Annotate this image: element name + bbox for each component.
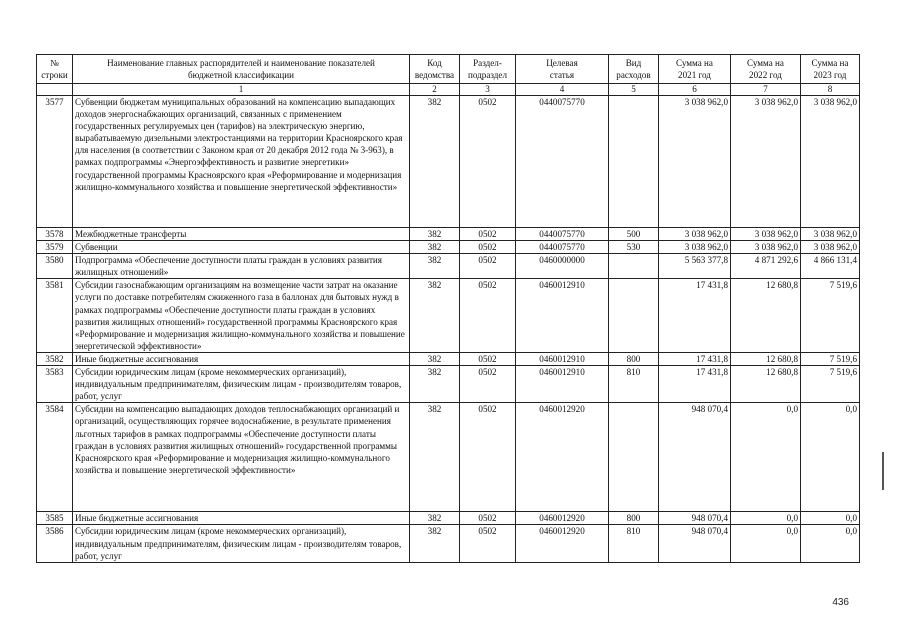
row-dept-code: 382 — [410, 403, 460, 512]
table-row — [37, 403, 860, 512]
row-sum-2022: 12 680,8 — [731, 352, 801, 365]
row-target-article: 0460012910 — [516, 352, 609, 365]
row-sum-2023: 3 038 962,0 — [801, 241, 860, 254]
column-numbers-row — [37, 84, 860, 96]
row-sum-2023: 0,0 — [801, 403, 860, 512]
column-number: 7 — [731, 84, 801, 96]
budget-table — [36, 54, 860, 563]
row-section: 0502 — [460, 279, 516, 353]
row-expense-type: 810 — [609, 366, 659, 403]
row-section: 0502 — [460, 366, 516, 403]
row-target-article: 0460000000 — [516, 254, 609, 279]
row-name: Иные бюджетные ассигнования — [73, 512, 410, 525]
row-sum-2021: 5 563 377,8 — [659, 254, 731, 279]
row-expense-type — [609, 403, 659, 512]
table-header — [37, 55, 860, 96]
table-body — [37, 96, 860, 563]
row-dept-code: 382 — [410, 254, 460, 279]
row-dept-code: 382 — [410, 279, 460, 353]
column-number: 5 — [609, 84, 659, 96]
row-name: Субсидии газоснабжающим организациям на возмещение части затрат на оказание услуги по доставке потребителям сжиженного газа в баллонах для бытовых нужд в рамках подпрограммы «Обеспечение доступности платы граждан в условиях развития жилищных отношений» государственной программы Красноярского края «Реформирование и модернизация жилищно-коммунального хозяйства и повышение энергетической эффективности» — [73, 279, 410, 353]
row-number: 3577 — [37, 96, 73, 228]
table-row — [37, 525, 860, 562]
row-sum-2023: 7 519,6 — [801, 352, 860, 365]
row-target-article: 0440075770 — [516, 228, 609, 241]
row-section: 0502 — [460, 525, 516, 562]
header-row — [37, 55, 860, 84]
row-target-article: 0460012910 — [516, 279, 609, 353]
row-expense-type: 800 — [609, 512, 659, 525]
table-row — [37, 512, 860, 525]
row-target-article: 0440075770 — [516, 241, 609, 254]
row-sum-2023: 3 038 962,0 — [801, 96, 860, 228]
row-sum-2023: 0,0 — [801, 525, 860, 562]
row-section: 0502 — [460, 512, 516, 525]
row-expense-type: 500 — [609, 228, 659, 241]
row-sum-2022: 3 038 962,0 — [731, 241, 801, 254]
row-sum-2023: 3 038 962,0 — [801, 228, 860, 241]
row-target-article: 0460012910 — [516, 366, 609, 403]
header-sum-2021: Сумма на 2021 год — [659, 55, 731, 84]
row-target-article: 0460012920 — [516, 512, 609, 525]
header-section: Раздел- подраздел — [460, 55, 516, 84]
row-name: Субсидии на компенсацию выпадающих доходов теплоснабжающих организаций и организаций, осуществляющих горячее водоснабжение, в результате применения льготных тарифов в рамках подпрограммы «Обеспечение доступности платы граждан в условиях развития жилищных отношений» государственной программы Красноярского края «Реформирование и модернизация жилищно-коммунального хозяйства и повышение энергетической эффективности» — [73, 403, 410, 512]
row-name: Межбюджетные трансферты — [73, 228, 410, 241]
row-section: 0502 — [460, 403, 516, 512]
row-sum-2023: 7 519,6 — [801, 366, 860, 403]
row-dept-code: 382 — [410, 241, 460, 254]
page-number: 436 — [832, 597, 849, 608]
row-sum-2021: 948 070,4 — [659, 512, 731, 525]
row-expense-type — [609, 96, 659, 228]
row-sum-2023: 4 866 131,4 — [801, 254, 860, 279]
row-sum-2021: 948 070,4 — [659, 403, 731, 512]
table-row — [37, 96, 860, 228]
row-target-article: 0460012920 — [516, 525, 609, 562]
row-section: 0502 — [460, 352, 516, 365]
row-number: 3580 — [37, 254, 73, 279]
table-row — [37, 254, 860, 279]
header-expense-type: Вид расходов — [609, 55, 659, 84]
row-sum-2021: 17 431,8 — [659, 279, 731, 353]
header-dept-code: Код ведомства — [410, 55, 460, 84]
row-sum-2021: 3 038 962,0 — [659, 241, 731, 254]
row-sum-2021: 3 038 962,0 — [659, 228, 731, 241]
row-number: 3581 — [37, 279, 73, 353]
row-number: 3585 — [37, 512, 73, 525]
row-number: 3578 — [37, 228, 73, 241]
row-section: 0502 — [460, 96, 516, 228]
header-sum-2022: Сумма на 2022 год — [731, 55, 801, 84]
row-sum-2021: 17 431,8 — [659, 366, 731, 403]
row-sum-2022: 0,0 — [731, 525, 801, 562]
row-sum-2023: 7 519,6 — [801, 279, 860, 353]
column-number — [37, 84, 73, 96]
row-target-article: 0460012920 — [516, 403, 609, 512]
column-number: 4 — [516, 84, 609, 96]
row-section: 0502 — [460, 254, 516, 279]
row-dept-code: 382 — [410, 352, 460, 365]
row-name: Субвенции — [73, 241, 410, 254]
row-name: Иные бюджетные ассигнования — [73, 352, 410, 365]
row-name: Субвенции бюджетам муниципальных образований на компенсацию выпадающих доходов энергоснабжающих организаций, связанных с применением государственных регулируемых цен (тарифов) на электрическую энергию, вырабатываемую дизельными электростанциями на территории Красноярского края для населения (в соответствии с Законом края от 20 декабря 2012 года № 3-963), в рамках подпрограммы «Энергоэффективность и развитие энергетики» государственной программы Красноярского края «Реформирование и модернизация жилищно-коммунального хозяйства и повышение энергетической эффективности» — [73, 96, 410, 228]
row-expense-type: 530 — [609, 241, 659, 254]
row-sum-2022: 12 680,8 — [731, 279, 801, 353]
row-number: 3582 — [37, 352, 73, 365]
table-row — [37, 228, 860, 241]
row-sum-2021: 3 038 962,0 — [659, 96, 731, 228]
row-sum-2021: 948 070,4 — [659, 525, 731, 562]
row-dept-code: 382 — [410, 512, 460, 525]
row-dept-code: 382 — [410, 228, 460, 241]
row-expense-type — [609, 254, 659, 279]
row-sum-2022: 3 038 962,0 — [731, 96, 801, 228]
table-row — [37, 279, 860, 353]
row-number: 3584 — [37, 403, 73, 512]
row-sum-2021: 17 431,8 — [659, 352, 731, 365]
row-expense-type: 810 — [609, 525, 659, 562]
row-section: 0502 — [460, 241, 516, 254]
row-sum-2022: 0,0 — [731, 512, 801, 525]
header-target-article: Целевая статья — [516, 55, 609, 84]
table-row — [37, 352, 860, 365]
header-name: Наименование главных распорядителей и наименование показателей бюджетной классификации — [73, 55, 410, 84]
row-dept-code: 382 — [410, 96, 460, 228]
row-number: 3579 — [37, 241, 73, 254]
column-number: 1 — [73, 84, 410, 96]
row-dept-code: 382 — [410, 525, 460, 562]
row-sum-2023: 0,0 — [801, 512, 860, 525]
row-name: Субсидии юридическим лицам (кроме некоммерческих организаций), индивидуальным предпринимателям, физическим лицам - производителям товаров, работ, услуг — [73, 366, 410, 403]
row-sum-2022: 4 871 292,6 — [731, 254, 801, 279]
row-name: Субсидии юридическим лицам (кроме некоммерческих организаций), индивидуальным предпринимателям, физическим лицам - производителям товаров, работ, услуг — [73, 525, 410, 562]
row-section: 0502 — [460, 228, 516, 241]
table-row — [37, 366, 860, 403]
row-expense-type — [609, 279, 659, 353]
header-row-number: № строки — [37, 55, 73, 84]
table-row — [37, 241, 860, 254]
row-number: 3583 — [37, 366, 73, 403]
row-expense-type: 800 — [609, 352, 659, 365]
row-number: 3586 — [37, 525, 73, 562]
row-sum-2022: 0,0 — [731, 403, 801, 512]
row-sum-2022: 12 680,8 — [731, 366, 801, 403]
row-sum-2022: 3 038 962,0 — [731, 228, 801, 241]
column-number: 2 — [410, 84, 460, 96]
column-number: 6 — [659, 84, 731, 96]
header-sum-2023: Сумма на 2023 год — [801, 55, 860, 84]
scan-mark — [882, 452, 884, 490]
row-target-article: 0440075770 — [516, 96, 609, 228]
column-number: 3 — [460, 84, 516, 96]
row-dept-code: 382 — [410, 366, 460, 403]
column-number: 8 — [801, 84, 860, 96]
row-name: Подпрограмма «Обеспечение доступности платы граждан в условиях развития жилищных отношений» — [73, 254, 410, 279]
